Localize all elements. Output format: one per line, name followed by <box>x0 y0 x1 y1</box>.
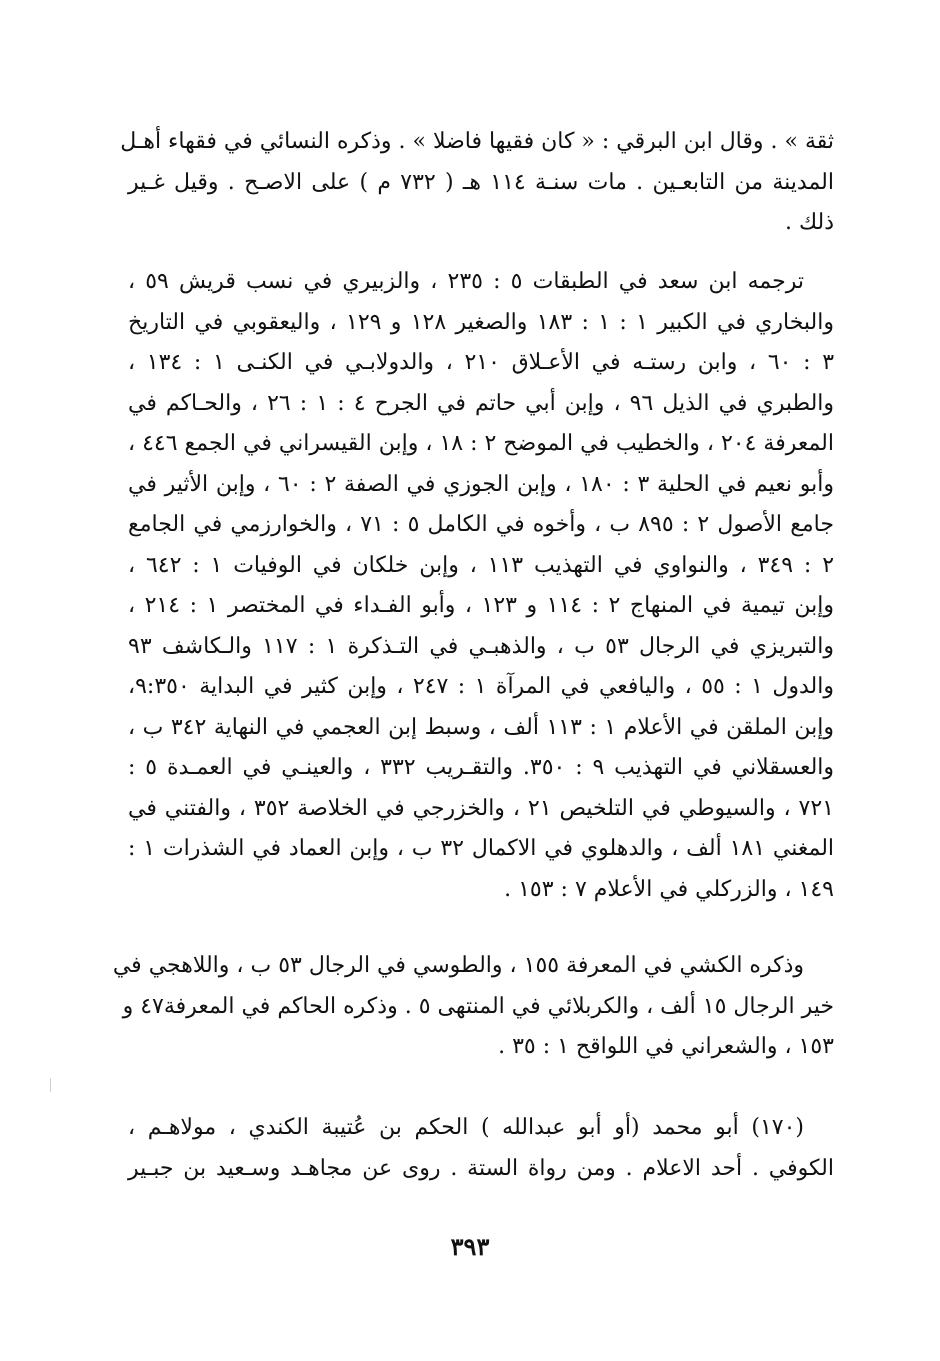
text-line: وإبن الملقن في الأعلام ١ : ١١٣ ألف ، وسبط إبن العجمي في النهاية ٣٤٢ ب ، <box>128 714 834 740</box>
page-number: ٣٩٣ <box>450 1232 490 1261</box>
text-line: الكوفي . أحد الاعلام . ومن رواة الستة . روى عن مجاهـد وسـعيد بن جبـير <box>128 1155 834 1181</box>
text-line: والدول ١ : ٥٥ ، واليافعي في المرآة ١ : ٢٤٧ ، وإبن كثير في البداية ٩:٣٥٠، <box>128 674 834 699</box>
text-line: ٧٢١ ، والسيوطي في التلخيص ٢١ ، والخزرجي في الخلاصة ٣٥٢ ، والفتني في <box>128 795 834 821</box>
text-line: والطبري في الذيل ٩٦ ، وإبن أبي حاتم في الجرح ٤ : ١ : ٢٦ ، والحـاكم في <box>128 390 835 416</box>
text-line: ٣ : ٦٠ ، وابن رستـه في الأعـلاق ٢١٠ ، والدولابـي في الكنـى ١ : ١٣٤ ، <box>128 350 835 375</box>
paragraph-references <box>128 262 834 910</box>
text-line: ١٥٣ ، والشعراني في اللواقح ١ : ٣٥ . <box>498 1034 834 1059</box>
paragraph-entry-170 <box>128 1108 834 1189</box>
paragraph-mentions <box>112 946 834 1068</box>
text-line: وإبن تيمية في المنهاج ٢ : ١١٤ و ١٢٣ ، وأبو الفـداء في المختصر ١ : ٢١٤ ، <box>128 593 834 618</box>
text-line: ترجمه ابن سعد في الطبقات ٥ : ٢٣٥ ، والزبيري في نسب قريش ٥٩ ، <box>128 269 804 294</box>
text-line: والتبريزي في الرجال ٥٣ ب ، والذهبـي في التـذكرة ١ : ١١٧ والـكاشف ٩٣ <box>128 633 834 659</box>
text-line: وأبو نعيم في الحلية ٣ : ١٨٠ ، وإبن الجوزي في الصفة ٢ : ٦٠ ، وإبن الأثير في <box>128 471 834 497</box>
text-line: ٢ : ٣٤٩ ، والنواوي في التهذيب ١١٣ ، وإبن خلكان في الوفيات ١ : ٦٤٢ ، <box>128 552 835 578</box>
text-line: خير الرجال ١٥ ألف ، والكربلائي في المنتهى ٥ . وذكره الحاكم في المعرفة٤٧ و <box>122 993 834 1019</box>
text-line: ثقة » . وقال ابن البرقي : « كان فقيها فاضلا » . وذكره النسائي في فقهاء أهـل <box>120 129 834 154</box>
text-line: المغني ١٨١ ألف ، والدهلوي في الاكمال ٣٢ ب ، وإبن العماد في الشذرات ١ : <box>128 836 835 861</box>
text-line: (١٧٠) أبو محمد (أو أبو عبدالله ) الحكم بن عُتيبة الكندي ، مولاهـم ، <box>128 1115 804 1140</box>
text-line: جامع الأصول ٢ : ٨٩٥ ب ، وأخوه في الكامل ٥ : ٧١ ، والخوارزمي في الجامع <box>128 512 834 537</box>
text-line: ذلك . <box>784 210 834 235</box>
text-line: والبخاري في الكبير ١ : ١ : ١٨٣ والصغير ١٢٨ و ١٢٩ ، واليعقوبي في التاريخ <box>128 309 834 335</box>
text-line: ١٤٩ ، والزركلي في الأعلام ٧ : ١٥٣ . <box>504 876 834 902</box>
text-line: المعرفة ٢٠٤ ، والخطيب في الموضح ٢ : ١٨ ، وإبن القيسراني في الجمع ٤٤٦ ، <box>128 431 834 456</box>
margin-mark <box>50 1078 51 1092</box>
paragraph-continuation <box>120 122 834 244</box>
text-line: المدينة من التابعـين . مات سنـة ١١٤ هـ ( ٧٣٢ م ) على الاصـح . وقيل غـير <box>128 169 834 195</box>
text-line: وذكره الكشي في المعرفة ١٥٥ ، والطوسي في الرجال ٥٣ ب ، واللاهجي في <box>112 953 804 978</box>
text-line: والعسقلاني في التهذيب ٩ : ٣٥٠. والتقـريب ٣٣٢ ، والعينـي في العمـدة ٥ : <box>128 755 835 780</box>
